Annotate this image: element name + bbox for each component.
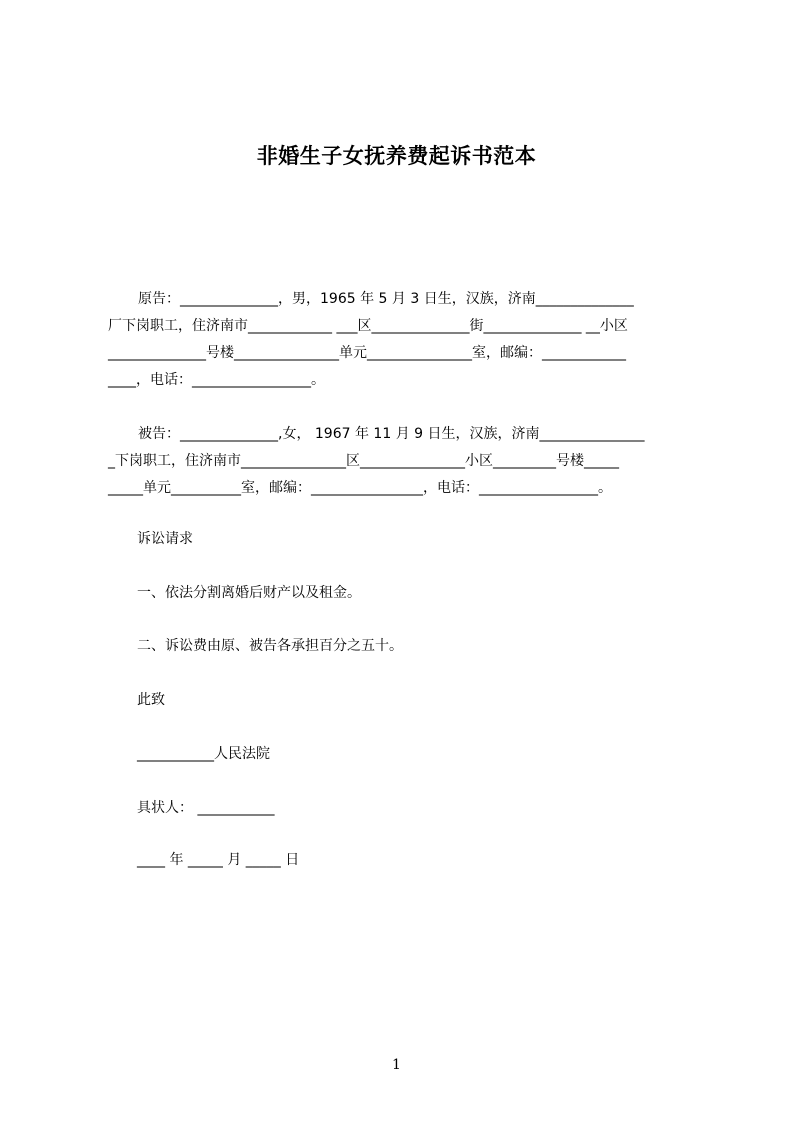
defendant-line-3: _____单元__________室，邮编：________________，电话：_________________。 [108,480,612,496]
defendant-line-2: _下岗职工，住济南市_______________区_______________小区_________号楼_____ [108,453,619,469]
plaintiff-line-1: 原告：______________，男，1965 年 5 月 3 日生，汉族，济南______________ [138,291,634,307]
document-title: 非婚生子女抚养费起诉书范本 [256,144,537,168]
plaintiff-line-4: ____，电话：_________________。 [108,372,325,388]
claims-heading: 诉讼请求 [137,531,193,547]
claim-item-2: 二、诉讼费由原、被告各承担百分之五十。 [137,638,403,654]
defendant-paragraph [108,421,708,502]
defendant-line-1: 被告：______________,女， 1967 年 11 月 9 日生，汉族，济南_______________ [138,426,645,442]
plaintiff-paragraph [108,286,708,394]
closing-salutation: 此致 [137,692,165,708]
date-line: ____ 年 _____ 月 _____ 日 [137,852,300,868]
plaintiff-line-3: ______________号楼_______________单元_______________室，邮编：____________ [108,345,626,361]
claim-item-1: 一、依法分割离婚后财产以及租金。 [137,585,361,601]
signer-line: 具状人： ___________ [137,800,275,816]
page-number: 1 [392,1057,401,1073]
court-name: ___________人民法院 [137,746,270,762]
plaintiff-line-2: 厂下岗职工，住济南市____________ ___区______________街______________ __小区 [108,318,628,334]
